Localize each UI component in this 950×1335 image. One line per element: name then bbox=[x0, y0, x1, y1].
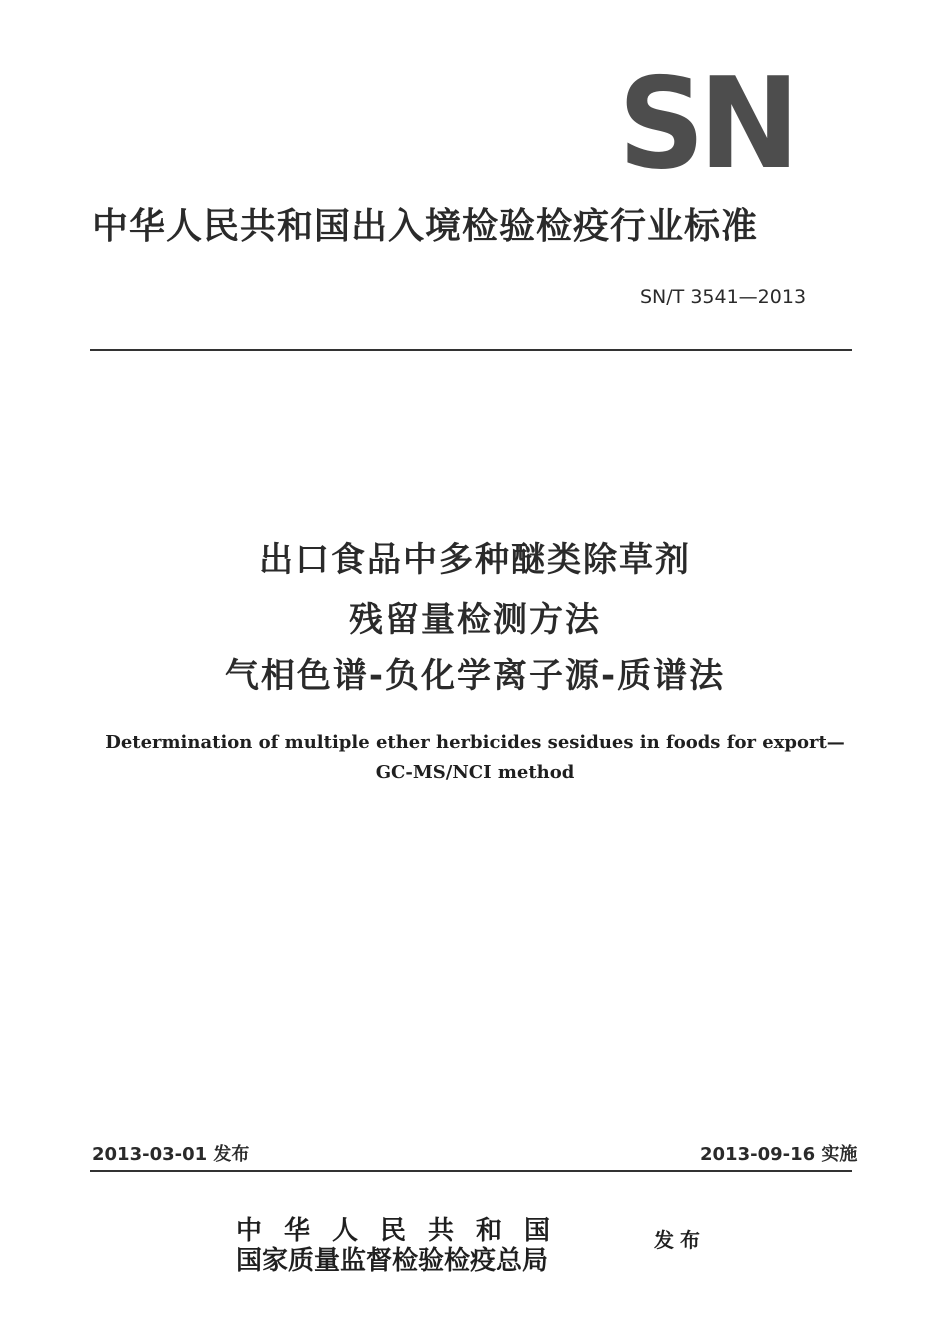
publisher-line-2: 国家质量监督检验检疫总局 bbox=[236, 1246, 549, 1276]
implementation-date: 2013-09-16 实施 bbox=[700, 1144, 858, 1165]
english-title-line-2: GC-MS/NCI method bbox=[375, 762, 575, 783]
publisher-line-1: 中华人民共和国 bbox=[236, 1216, 573, 1246]
bottom-divider bbox=[90, 1170, 852, 1172]
standard-number: SN/T 3541—2013 bbox=[640, 286, 807, 308]
english-title-line-1: Determination of multiple ether herbicides sesidues in foods for export— bbox=[105, 732, 845, 753]
sn-logo: SN bbox=[618, 51, 794, 198]
issue-date: 2013-03-01 发布 bbox=[92, 1144, 250, 1165]
top-divider bbox=[90, 349, 852, 351]
chinese-title-line-3: 气相色谱-负化学离子源-质谱法 bbox=[224, 656, 726, 696]
chinese-title-line-1: 出口食品中多种醚类除草剂 bbox=[259, 540, 691, 580]
chinese-title-line-2: 残留量检测方法 bbox=[349, 600, 601, 640]
publish-label: 发布 bbox=[654, 1228, 706, 1252]
industry-standard-title: 中华人民共和国出入境检验检疫行业标准 bbox=[92, 206, 759, 247]
